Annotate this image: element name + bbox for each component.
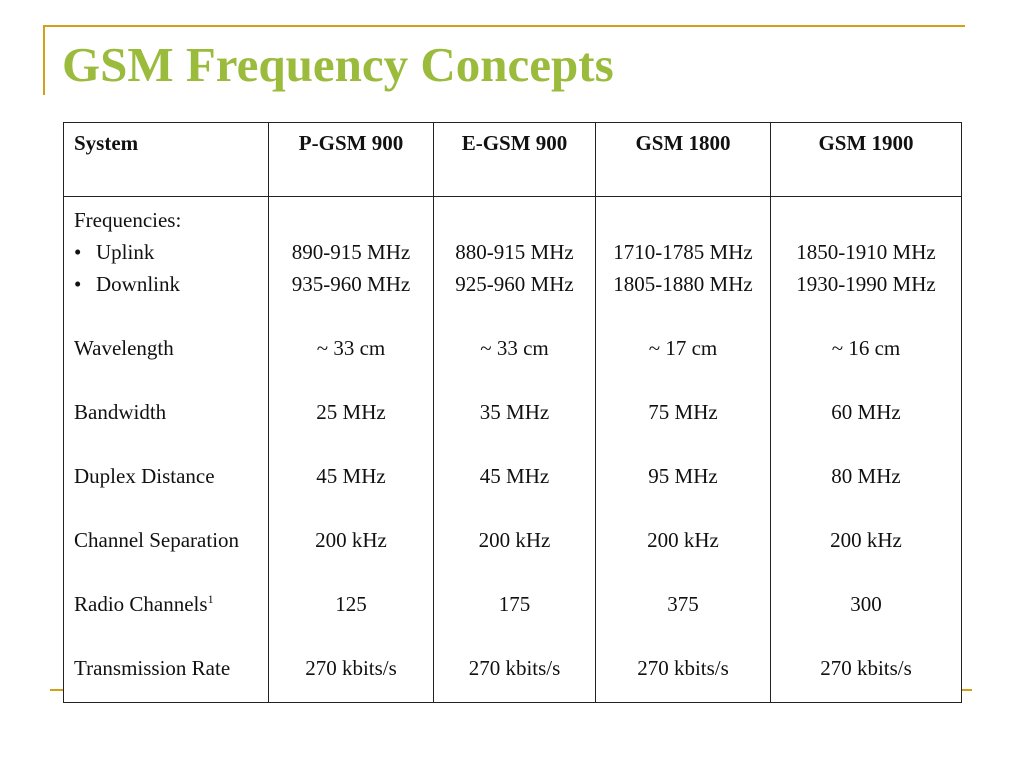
channel-separation-value: 200 kHz	[478, 528, 551, 552]
uplink-value: 1850-1910 MHz	[796, 240, 936, 264]
row-label-bandwidth: Bandwidth	[74, 400, 167, 424]
header-gsm-1800: GSM 1800	[596, 123, 771, 197]
header-gsm-1900: GSM 1900	[771, 123, 962, 197]
downlink-value: 925-960 MHz	[455, 272, 574, 296]
uplink-value: 890-915 MHz	[291, 240, 411, 264]
bandwidth-value: 60 MHz	[831, 400, 901, 424]
column-p-gsm-900	[269, 197, 434, 703]
downlink-label: Downlink	[96, 272, 180, 296]
wavelength-value: ~ 17 cm	[648, 336, 718, 360]
transmission-rate-value: 270 kbits/s	[305, 656, 397, 680]
bandwidth-value: 75 MHz	[648, 400, 718, 424]
bullet-icon: •	[74, 240, 82, 264]
downlink-item	[74, 268, 267, 300]
downlink-value: 1805-1880 MHz	[613, 272, 753, 296]
gsm-frequency-table	[63, 122, 962, 703]
uplink-value: 1710-1785 MHz	[613, 240, 753, 264]
radio-channels-value: 300	[850, 592, 882, 616]
wavelength-value: ~ 33 cm	[316, 336, 386, 360]
duplex-distance-value: 45 MHz	[479, 464, 550, 488]
uplink-item	[74, 236, 267, 268]
accent-line-left	[43, 25, 45, 95]
wavelength-value: ~ 16 cm	[831, 336, 901, 360]
frequencies-label: Frequencies:	[74, 208, 182, 232]
accent-tick-bottom-right	[962, 689, 972, 691]
column-e-gsm-900	[434, 197, 596, 703]
column-gsm-1800	[596, 197, 771, 703]
bandwidth-value: 25 MHz	[316, 400, 386, 424]
radio-channels-value: 125	[335, 592, 367, 616]
header-e-gsm-900: E-GSM 900	[434, 123, 596, 197]
wavelength-value: ~ 33 cm	[480, 336, 549, 360]
channel-separation-value: 200 kHz	[315, 528, 387, 552]
header-p-gsm-900: P-GSM 900	[269, 123, 434, 197]
bandwidth-value: 35 MHz	[479, 400, 550, 424]
transmission-rate-value: 270 kbits/s	[637, 656, 729, 680]
uplink-value: 880-915 MHz	[455, 240, 574, 264]
duplex-distance-value: 80 MHz	[831, 464, 901, 488]
row-label-channel-separation: Channel Separation	[74, 528, 240, 552]
label-column	[64, 197, 269, 703]
duplex-distance-value: 45 MHz	[316, 464, 386, 488]
header-system: System	[64, 123, 269, 197]
downlink-value: 935-960 MHz	[291, 272, 411, 296]
downlink-value: 1930-1990 MHz	[796, 272, 936, 296]
duplex-distance-value: 95 MHz	[648, 464, 718, 488]
table-header-row	[64, 123, 962, 197]
column-gsm-1900	[771, 197, 962, 703]
channel-separation-value: 200 kHz	[830, 528, 902, 552]
accent-tick-bottom-left	[50, 689, 64, 691]
table-body-row	[64, 197, 962, 703]
channel-separation-value: 200 kHz	[647, 528, 719, 552]
radio-channels-value: 375	[667, 592, 699, 616]
row-label-transmission-rate: Transmission Rate	[74, 656, 231, 680]
uplink-label: Uplink	[96, 240, 155, 264]
accent-line-top	[43, 25, 965, 27]
transmission-rate-value: 270 kbits/s	[820, 656, 912, 680]
radio-channels-value: 175	[498, 592, 531, 616]
bullet-icon: •	[74, 272, 82, 296]
row-label-duplex-distance: Duplex Distance	[74, 464, 215, 488]
slide-title: GSM Frequency Concepts	[62, 37, 614, 92]
row-label-radio-channels: Radio Channels$^1$	[74, 592, 214, 616]
row-label-wavelength: Wavelength	[74, 336, 174, 360]
footnote-marker: 1	[207, 592, 214, 606]
transmission-rate-value: 270 kbits/s	[468, 656, 561, 680]
